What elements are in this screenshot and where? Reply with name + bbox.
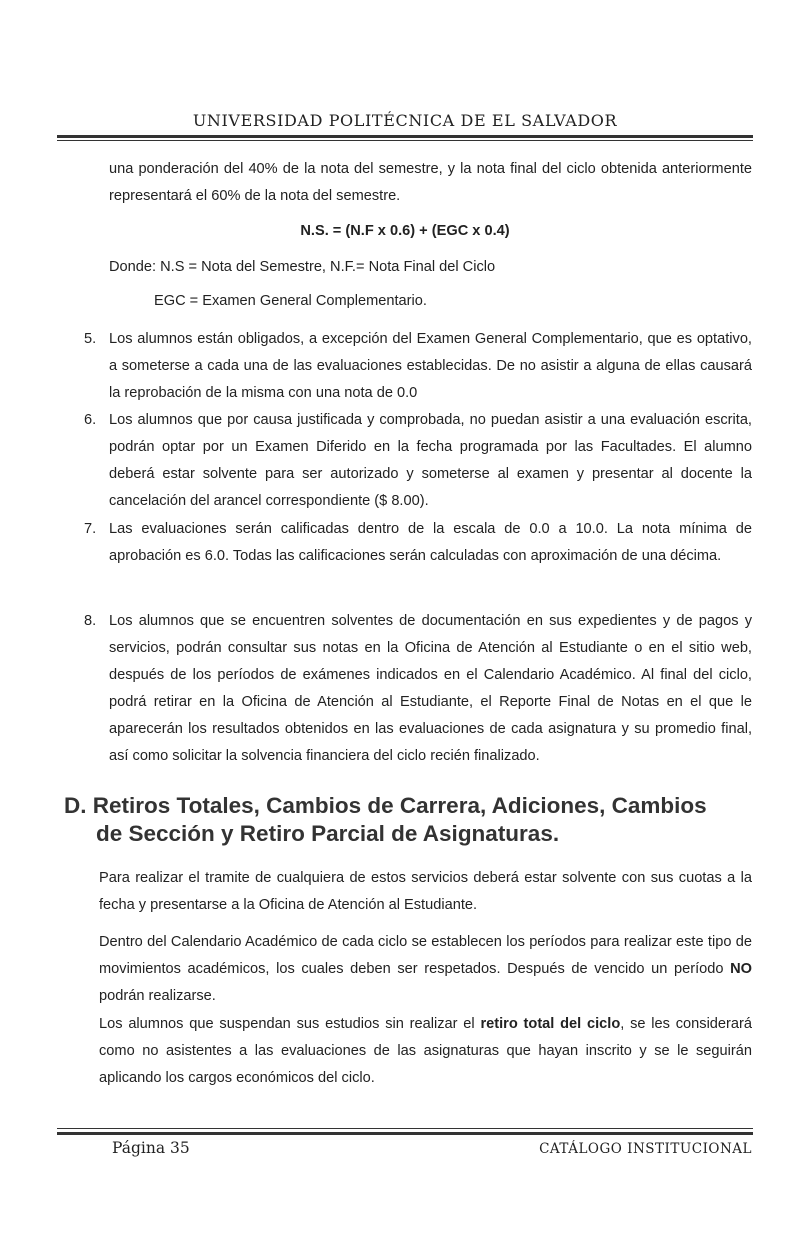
- list-number: 5.: [84, 331, 97, 347]
- paragraph-text: podrán realizarse.: [99, 988, 216, 1004]
- footer-page-number: Página 35: [112, 1139, 190, 1157]
- header-rule-thin: [57, 140, 753, 141]
- section-heading-line2: de Sección y Retiro Parcial de Asignaturas.: [96, 821, 560, 846]
- header-rule: [57, 135, 753, 138]
- list-number: 8.: [84, 613, 97, 629]
- formula: N.S. = (N.F x 0.6) + (EGC x 0.4): [300, 223, 510, 239]
- emphasis-no: NO: [730, 961, 752, 977]
- paragraph-text: Dentro del Calendario Académico de cada ciclo se establecen los períodos para realizar este tipo de movimientos académicos, los cuales deben ser respetados. Después de vencido un período: [99, 934, 752, 977]
- section-paragraph-3: [99, 1011, 752, 1092]
- section-paragraph-1: Para realizar el tramite de cualquiera de estos servicios deberá estar solvente con sus cuotas a la fecha y presentarse a la Oficina de Atención al Estudiante.: [99, 870, 752, 913]
- footer-catalog-title: CATÁLOGO INSTITUCIONAL: [539, 1141, 752, 1157]
- section-heading-line1: D. Retiros Totales, Cambios de Carrera, Adiciones, Cambios: [64, 793, 707, 818]
- header-title: UNIVERSIDAD POLITÉCNICA DE EL SALVADOR: [192, 111, 618, 130]
- footer-rule-thin: [57, 1128, 753, 1129]
- list-number: 7.: [84, 521, 97, 537]
- list-number: 6.: [84, 412, 97, 428]
- intro-paragraph: una ponderación del 40% de la nota del semestre, y la nota final del ciclo obtenida anteriormente representará el 60% de la nota del semestre.: [109, 161, 752, 204]
- list-item: Los alumnos que por causa justificada y comprobada, no puedan asistir a una evaluación escrita, podrán optar por un Examen Diferido en la fecha programada por las Facultades. El alumno deberá estar solvente para ser autorizado y someterse al examen y presentar al docente la cancelación del arancel correspondiente ($ 8.00).: [109, 412, 752, 509]
- definition-line: Donde: N.S = Nota del Semestre, N.F.= Nota Final del Ciclo: [109, 259, 496, 275]
- paragraph-text: Los alumnos que suspendan sus estudios sin realizar el: [99, 1016, 481, 1032]
- emphasis-retiro-total: retiro total del ciclo: [480, 1016, 621, 1032]
- list-item: Los alumnos que se encuentren solventes de documentación en sus expedientes y de pagos y servicios, podrán consultar sus notas en la Oficina de Atención al Estudiante o en el sitio web, después de los períodos de exámenes indicados en el Calendario Académico. Al final del ciclo, podrá retirar en la Oficina de Atención al Estudiante, el Reporte Final de Notas en el que le aparecerán los resultados obtenidos en las evaluaciones de cada asignatura y su promedio final, así como solicitar la solvencia financiera del ciclo recién finalizado.: [109, 613, 752, 764]
- definition-egc: EGC = Examen General Complementario.: [154, 293, 427, 309]
- paragraph-text: , se les considerará como no asistentes a las evaluaciones de las asignaturas que hayan inscrito y se le seguirán aplicando los cargos económicos del ciclo.: [99, 1016, 752, 1086]
- list-item: Los alumnos están obligados, a excepción del Examen General Complementario, que es optativo, a someterse a cada una de las evaluaciones establecidas. De no asistir a alguna de ellas causará la reprobación de la misma con una nota de 0.0: [109, 331, 752, 401]
- footer-rule: [57, 1132, 753, 1135]
- list-item: Las evaluaciones serán calificadas dentro de la escala de 0.0 a 10.0. La nota mínima de aprobación es 6.0. Todas las calificaciones serán calculadas con aproximación de una décima.: [109, 521, 752, 564]
- section-heading: [64, 792, 764, 848]
- section-paragraph-2: [99, 929, 752, 1010]
